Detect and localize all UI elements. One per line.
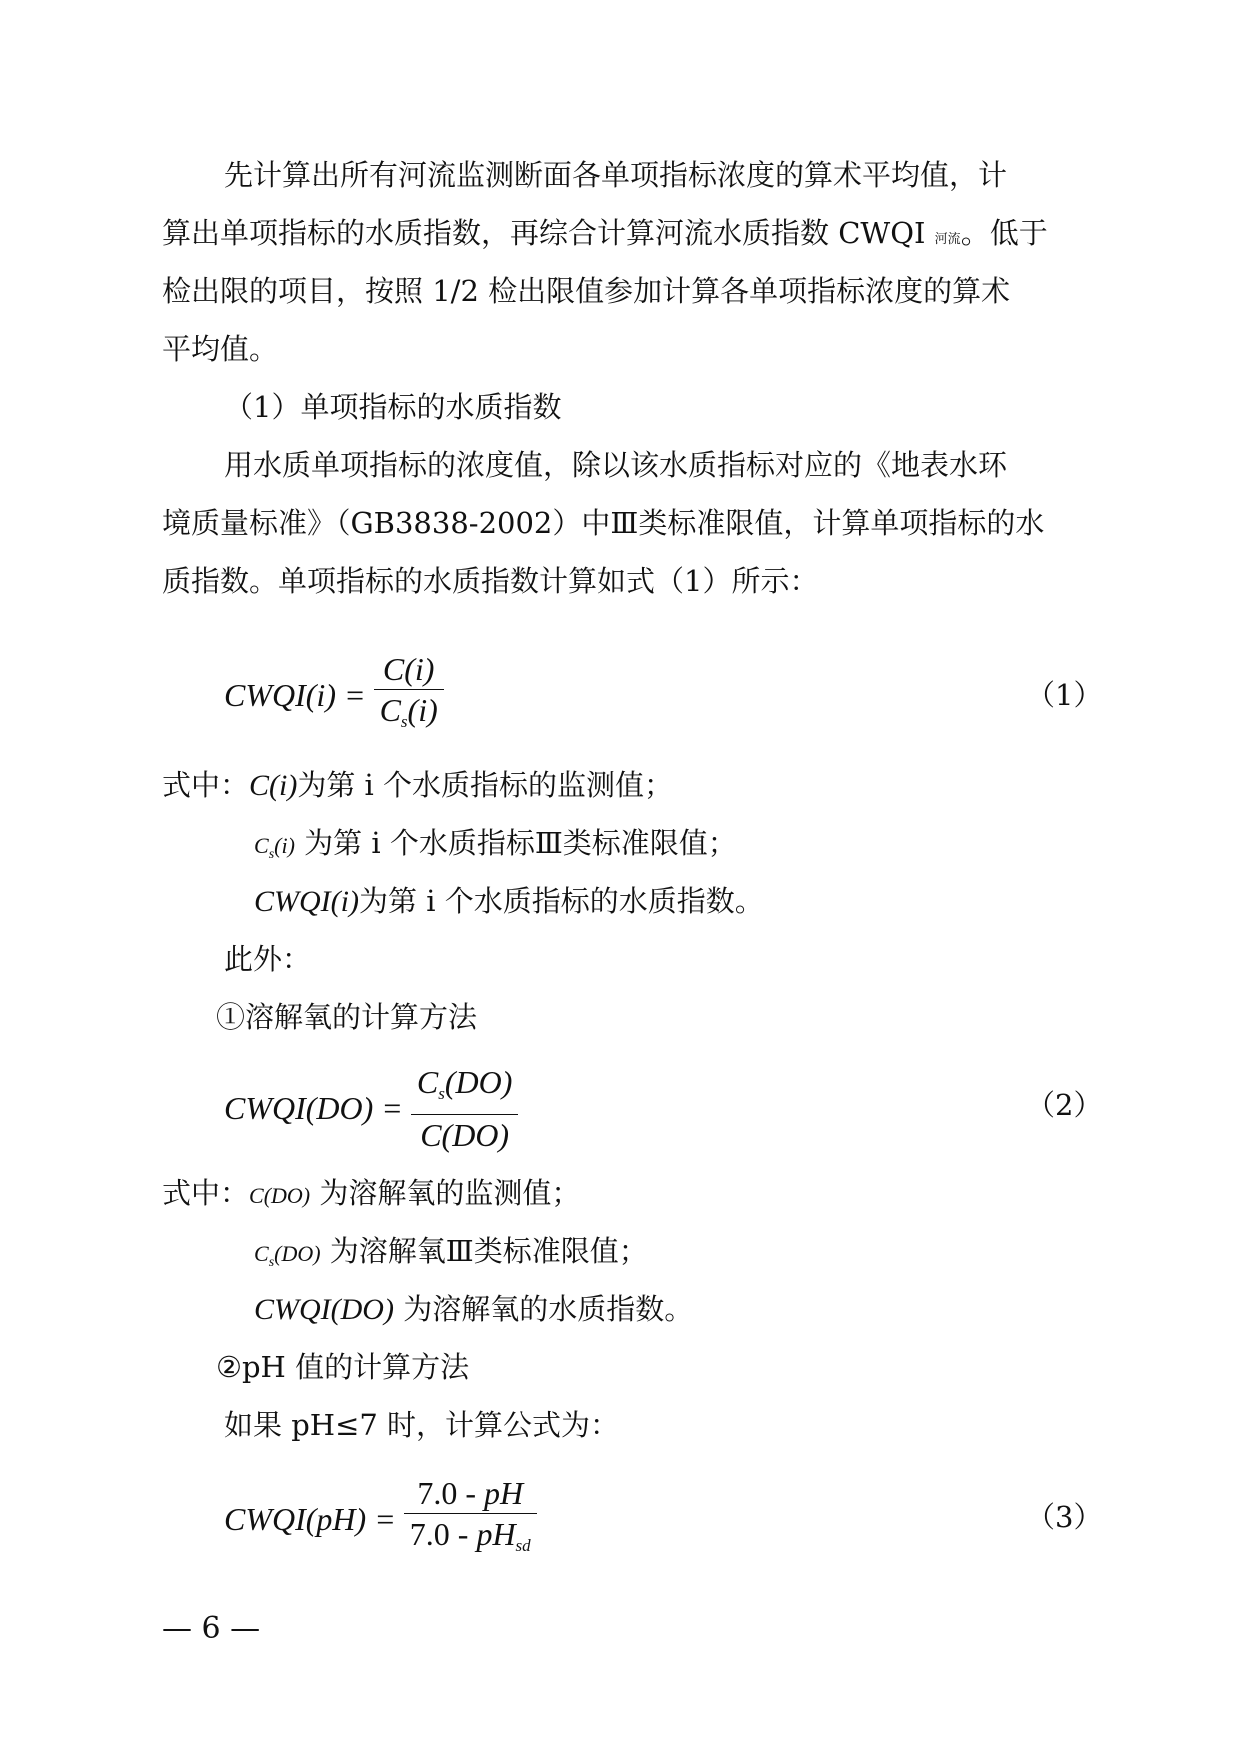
section1-heading: （1）单项指标的水质指数 [224,390,562,424]
paragraph2-line1: 用水质单项指标的浓度值，除以该水质指标对应的《地表水环 [224,448,1008,482]
where2-line1: 式中：C(DO) 为溶解氧的监测值； [162,1176,581,1210]
where1-line2: $C_s(i)$ 为第 i 个水质指标Ⅲ类标准限值； [254,826,737,862]
besides-label: 此外： [224,942,312,976]
equation-3 [224,1474,537,1564]
equation-3-fraction [404,1473,537,1566]
equation-3-numerator: 7.0 - pH [417,1474,524,1511]
paragraph1-line3: 检出限的项目，按照 1/2 检出限值参加计算各单项指标浓度的算术 [162,274,1011,308]
paragraph2-line3: 质指数。单项指标的水质指数计算如式（1）所示： [162,564,819,598]
where2-symbol-cwqi-do: CWQI(DO) [254,1293,394,1326]
equation-1-numerator: C(i) [382,650,435,687]
paragraph2-line2: 境质量标准》（GB3838-2002）中Ⅲ类标准限值，计算单项指标的水 [162,506,1045,540]
equation-2 [224,1063,518,1153]
where1-symbol-cs-i: $C_s(i)$ [254,833,295,862]
where1-line3: CWQI(i)为第 i 个水质指标的水质指数。 [254,884,764,918]
equation-1-fraction [374,649,444,742]
paragraph1-line2-subscript: 河流 [934,232,961,247]
equation-3-denominator: 7.0 - pHsd [409,1515,531,1555]
ph-condition: 如果 pH≤7 时，计算公式为： [224,1408,620,1442]
equation-2-denominator: C(DO) [420,1116,510,1153]
equation-2-fraction [411,1062,519,1155]
paragraph1-line2 [162,213,1048,260]
equation-2-number: （2） [1026,1088,1103,1122]
paragraph1-line4: 平均值。 [162,332,279,366]
equation-3-lhs: CWQI(pH) = [224,1500,396,1537]
paragraph1-line1: 先计算出所有河流监测断面各单项指标浓度的算术平均值，计 [224,158,1008,192]
where2-line3: CWQI(DO) 为溶解氧的水质指数。 [254,1292,694,1326]
equation-1 [224,650,444,740]
where2-symbol-cs-do: $C_s(DO)$ [254,1241,321,1270]
page-number: — 6 — [162,1611,261,1646]
paragraph1-line2-main: 算出单项指标的水质指数，再综合计算河流水质指数 CWQI [162,216,926,250]
equation-2-numerator: Cs(DO) [416,1063,513,1103]
equation-2-lhs: CWQI(DO) = [224,1089,403,1126]
where1-symbol-c-i: C(i) [249,769,298,802]
where2-line2: $C_s(DO)$ 为溶解氧Ⅲ类标准限值； [254,1234,648,1270]
equation-1-lhs: CWQI(i) = [224,676,366,713]
where2-symbol-c-do: C(DO) [249,1183,311,1208]
paragraph1-line2-tail: 。低于 [960,216,1048,250]
equation-1-denominator: Cs(i) [379,691,438,731]
equation-3-number: （3） [1026,1500,1103,1534]
do-heading: ①溶解氧的计算方法 [216,1000,478,1034]
where1-symbol-cwqi-i: CWQI(i) [254,885,359,918]
where1-line1: 式中：C(i)为第 i 个水质指标的监测值； [162,768,674,802]
ph-heading: ②pH 值的计算方法 [216,1350,470,1384]
equation-1-number: （1） [1026,678,1103,712]
